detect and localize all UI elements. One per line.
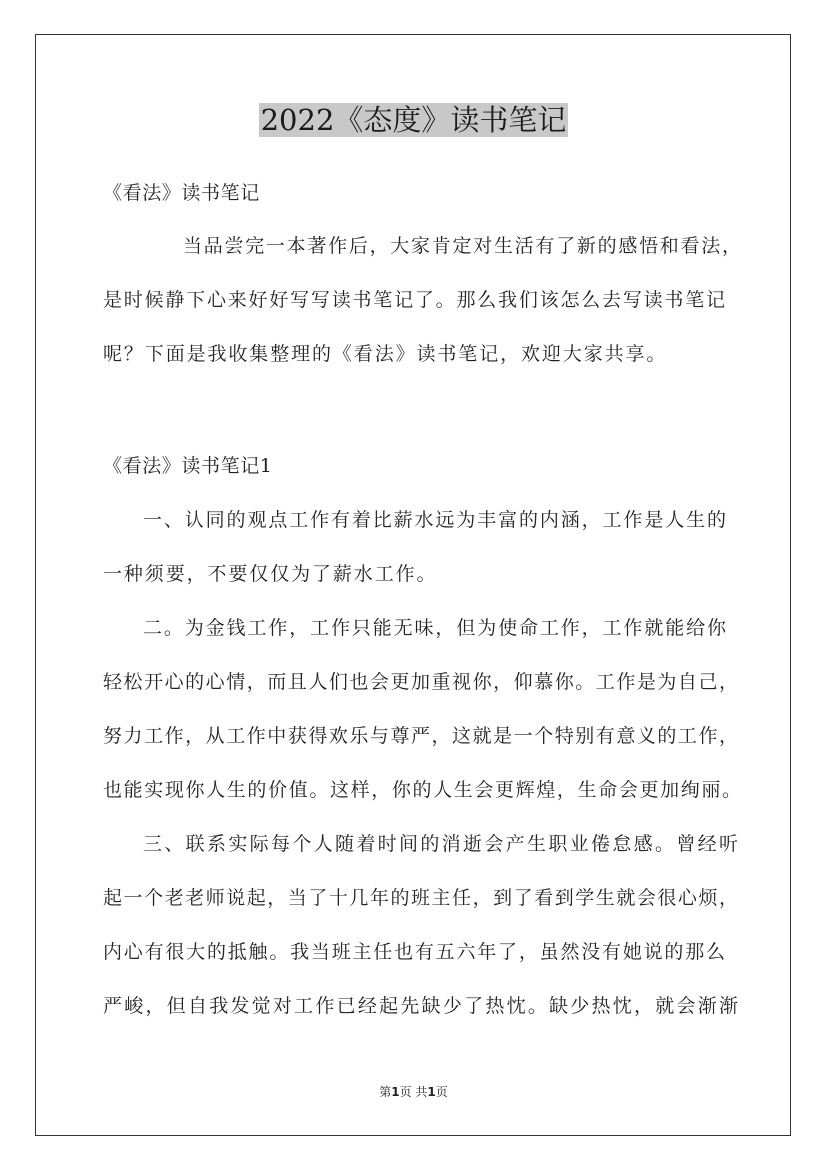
intro-line: 当品尝完一本著作后，大家肯定对生活有了新的感悟和看法， [183,235,741,257]
body-line: 起一个老老师说起，当了十几年的班主任，到了看到学生就会很心烦， [103,887,738,909]
page-footer [0,1084,827,1100]
intro-line: 是时候静下心来好好写写读书笔记了。那么我们该怎么去写读书笔记 [103,289,725,311]
body-line: 一、认同的观点工作有着比薪水远为丰富的内涵，工作是人生的 [143,509,726,531]
body-line: 轻松开心的心情，而且人们也会更加重视你，仰慕你。工作是为自己， [103,671,738,693]
body-line: 内心有很大的抵触。我当班主任也有五六年了，虽然没有她说的那么 [103,941,725,963]
body-line: 三、联系实际每个人随着时间的消逝会产生职业倦怠感。曾经听 [143,833,738,855]
document-title-text: 2022《态度》读书笔记 [260,103,567,137]
body-line: 二。为金钱工作，工作只能无味，但为使命工作，工作就能给你 [143,617,726,639]
intro-heading: 《看法》读书笔记 [103,182,260,204]
body-line: 努力工作，从工作中获得欢乐与尊严，这就是一个特别有意义的工作， [103,725,738,747]
footer-page-total: 1 [427,1085,436,1099]
body-line: 也能实现你人生的价值。这样，你的人生会更辉煌，生命会更加绚丽。 [103,779,741,801]
body-line: 一种须要，不要仅仅为了薪水工作。 [103,563,438,585]
intro-line: 呢？下面是我收集整理的《看法》读书笔记，欢迎大家共享。 [103,343,668,365]
section-heading: 《看法》读书笔记1 [103,455,273,477]
footer-page-mid: 页 共 [399,1085,428,1099]
document-title [0,100,827,140]
body-line: 严峻，但自我发觉对工作已经起先缺少了热忱。缺少热忱，就会渐渐 [103,995,738,1017]
footer-page-prefix: 第 [379,1085,392,1099]
footer-page-current: 1 [391,1085,400,1099]
footer-page-suffix: 页 [435,1085,448,1099]
